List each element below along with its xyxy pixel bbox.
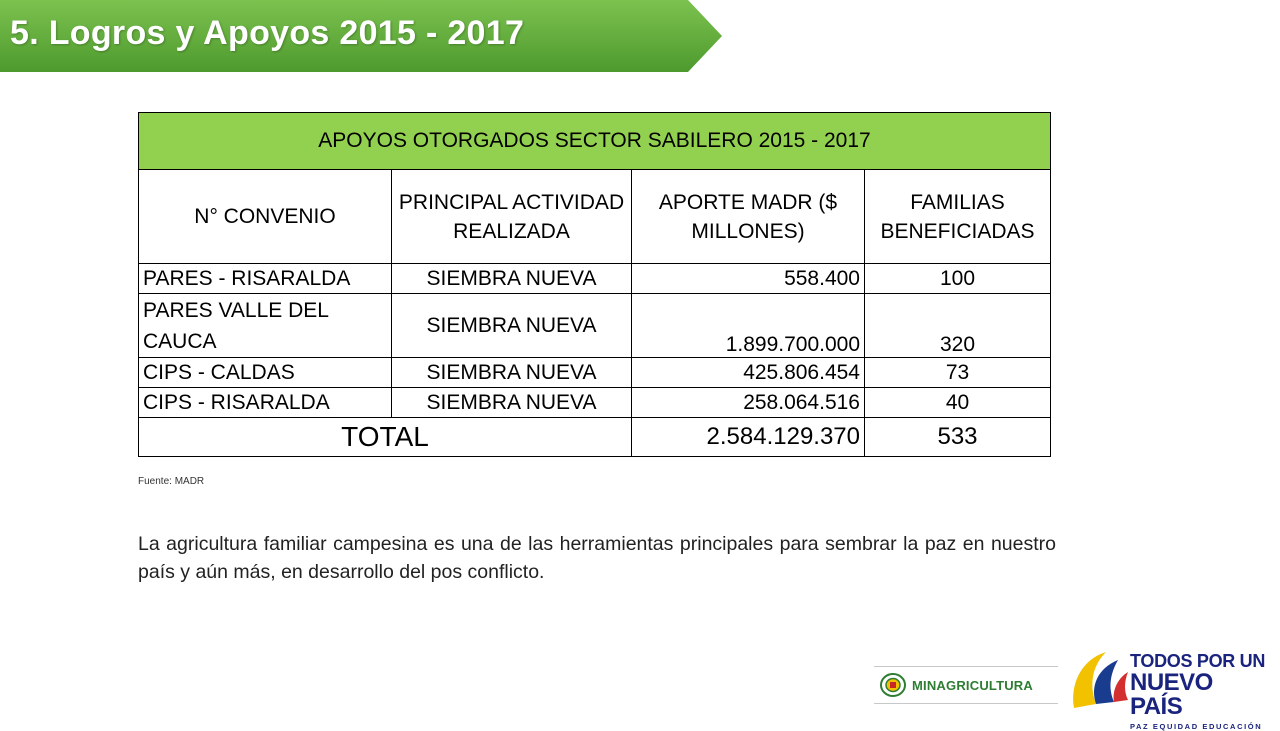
campaign-line2: NUEVO PAÍS (1130, 669, 1213, 720)
cell-familias: 73 (865, 358, 1051, 388)
table-total-row (139, 418, 1051, 457)
table-title-row (139, 113, 1051, 170)
cell-convenio: CIPS - CALDAS (139, 358, 392, 388)
table-header-row (139, 170, 1051, 264)
body-paragraph: La agricultura familiar campesina es una de las herramientas principales para sembrar la paz en nuestro país y aún más, en desarrollo del pos conflicto. (138, 533, 1056, 583)
source-note: Fuente: MADR (138, 476, 205, 487)
nuevo-pais-text (1130, 652, 1270, 731)
total-familias: 533 (865, 418, 1051, 457)
cell-convenio: PARES VALLE DEL CAUCA (139, 294, 392, 358)
total-aporte: 2.584.129.370 (632, 418, 865, 457)
page-title: 5. Logros y Apoyos 2015 - 2017 (10, 14, 525, 52)
cell-familias: 320 (865, 294, 1051, 358)
col-header-convenio: N° CONVENIO (139, 170, 392, 264)
cell-convenio: PARES - RISARALDA (139, 264, 392, 294)
cell-actividad: SIEMBRA NUEVA (392, 358, 632, 388)
cell-familias: 100 (865, 264, 1051, 294)
table-row (139, 388, 1051, 418)
cell-aporte: 258.064.516 (632, 388, 865, 418)
support-table (138, 112, 1051, 457)
campaign-line3: PAZ EQUIDAD EDUCACIÓN (1130, 722, 1263, 731)
col-header-aporte: APORTE MADR ($ MILLONES) (632, 170, 865, 264)
total-label: TOTAL (139, 418, 632, 457)
table-row (139, 264, 1051, 294)
cell-aporte: 1.899.700.000 (632, 294, 865, 358)
cell-aporte: 425.806.454 (632, 358, 865, 388)
table-row (139, 358, 1051, 388)
cell-actividad: SIEMBRA NUEVA (392, 294, 632, 358)
minagricultura-logo (874, 666, 1058, 704)
ministry-name: MINAGRICULTURA (912, 677, 1033, 693)
table-title: APOYOS OTORGADOS SECTOR SABILERO 2015 - 2017 (139, 113, 1051, 170)
cell-aporte: 558.400 (632, 264, 865, 294)
campaign-line1: TODOS POR UN (1130, 651, 1266, 671)
header-banner (0, 0, 722, 72)
coat-of-arms-icon (880, 672, 906, 698)
col-header-actividad: PRINCIPAL ACTIVIDAD REALIZADA (392, 170, 632, 264)
cell-actividad: SIEMBRA NUEVA (392, 388, 632, 418)
cell-actividad: SIEMBRA NUEVA (392, 264, 632, 294)
cell-convenio: CIPS - RISARALDA (139, 388, 392, 418)
table-row (139, 294, 1051, 358)
cell-familias: 40 (865, 388, 1051, 418)
col-header-familias: FAMILIAS BENEFICIADAS (865, 170, 1051, 264)
